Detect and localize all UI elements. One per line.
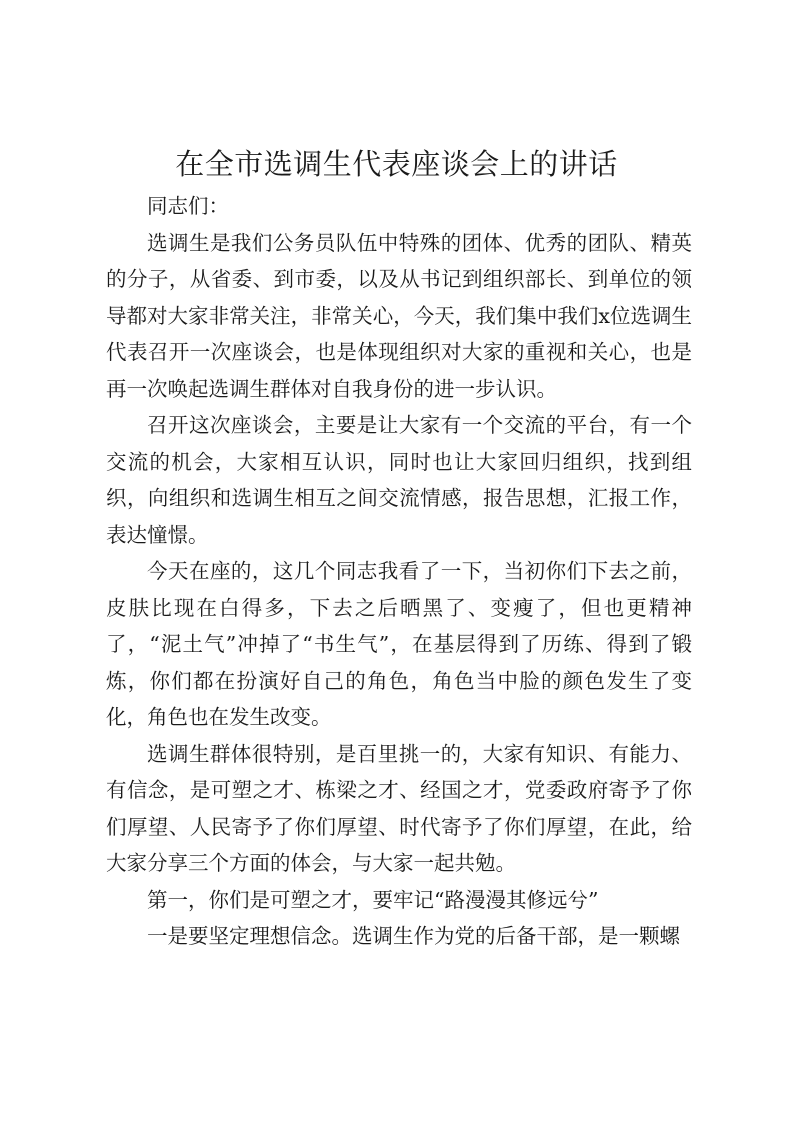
paragraph-1: 选调生是我们公务员队伍中特殊的团体、优秀的团队、精英的分子，从省委、到市委，以及从书记到组织部长、到单位的领导都对大家非常关注，非常关心，今天，我们集中我们x位选调生代表召开一次座谈会，也是体现组织对大家的重视和关心，也是再一次唤起选调生群体对自我身份的进一步认识。 <box>106 230 692 401</box>
document-body <box>106 188 692 955</box>
paragraph-3: 今天在座的，这几个同志我看了一下，当初你们下去之前，皮肤比现在白得多，下去之后晒黑了、变瘦了，但也更精神了，“泥土气”冲掉了“书生气”，在基层得到了历练、得到了锻炼，你们都在扮演好自己的角色，角色当中脸的颜色发生了变化，角色也在发生改变。 <box>106 559 692 729</box>
salutation: 同志们： <box>147 194 229 218</box>
paragraph-5-start: 一是要坚定理想信念。选调生作为党的后备干部，是一颗螺 <box>147 924 680 948</box>
paragraph-4: 选调生群体很特别，是百里挑一的，大家有知识、有能力、有信念，是可塑之才、栋梁之才、经国之才，党委政府寄予了你们厚望、人民寄予了你们厚望、时代寄予了你们厚望，在此，给大家分享三个方面的体会，与大家一起共勉。 <box>106 741 692 875</box>
document-title: 在全市选调生代表座谈会上的讲话 <box>175 147 618 181</box>
paragraph-2: 召开这次座谈会，主要是让大家有一个交流的平台，有一个交流的机会，大家相互认识，同时也让大家回归组织，找到组织，向组织和选调生相互之间交流情感，报告思想，汇报工作，表达憧憬。 <box>106 413 692 547</box>
section-heading: 第一，你们是可塑之才，要牢记“路漫漫其修远兮” <box>147 887 599 912</box>
